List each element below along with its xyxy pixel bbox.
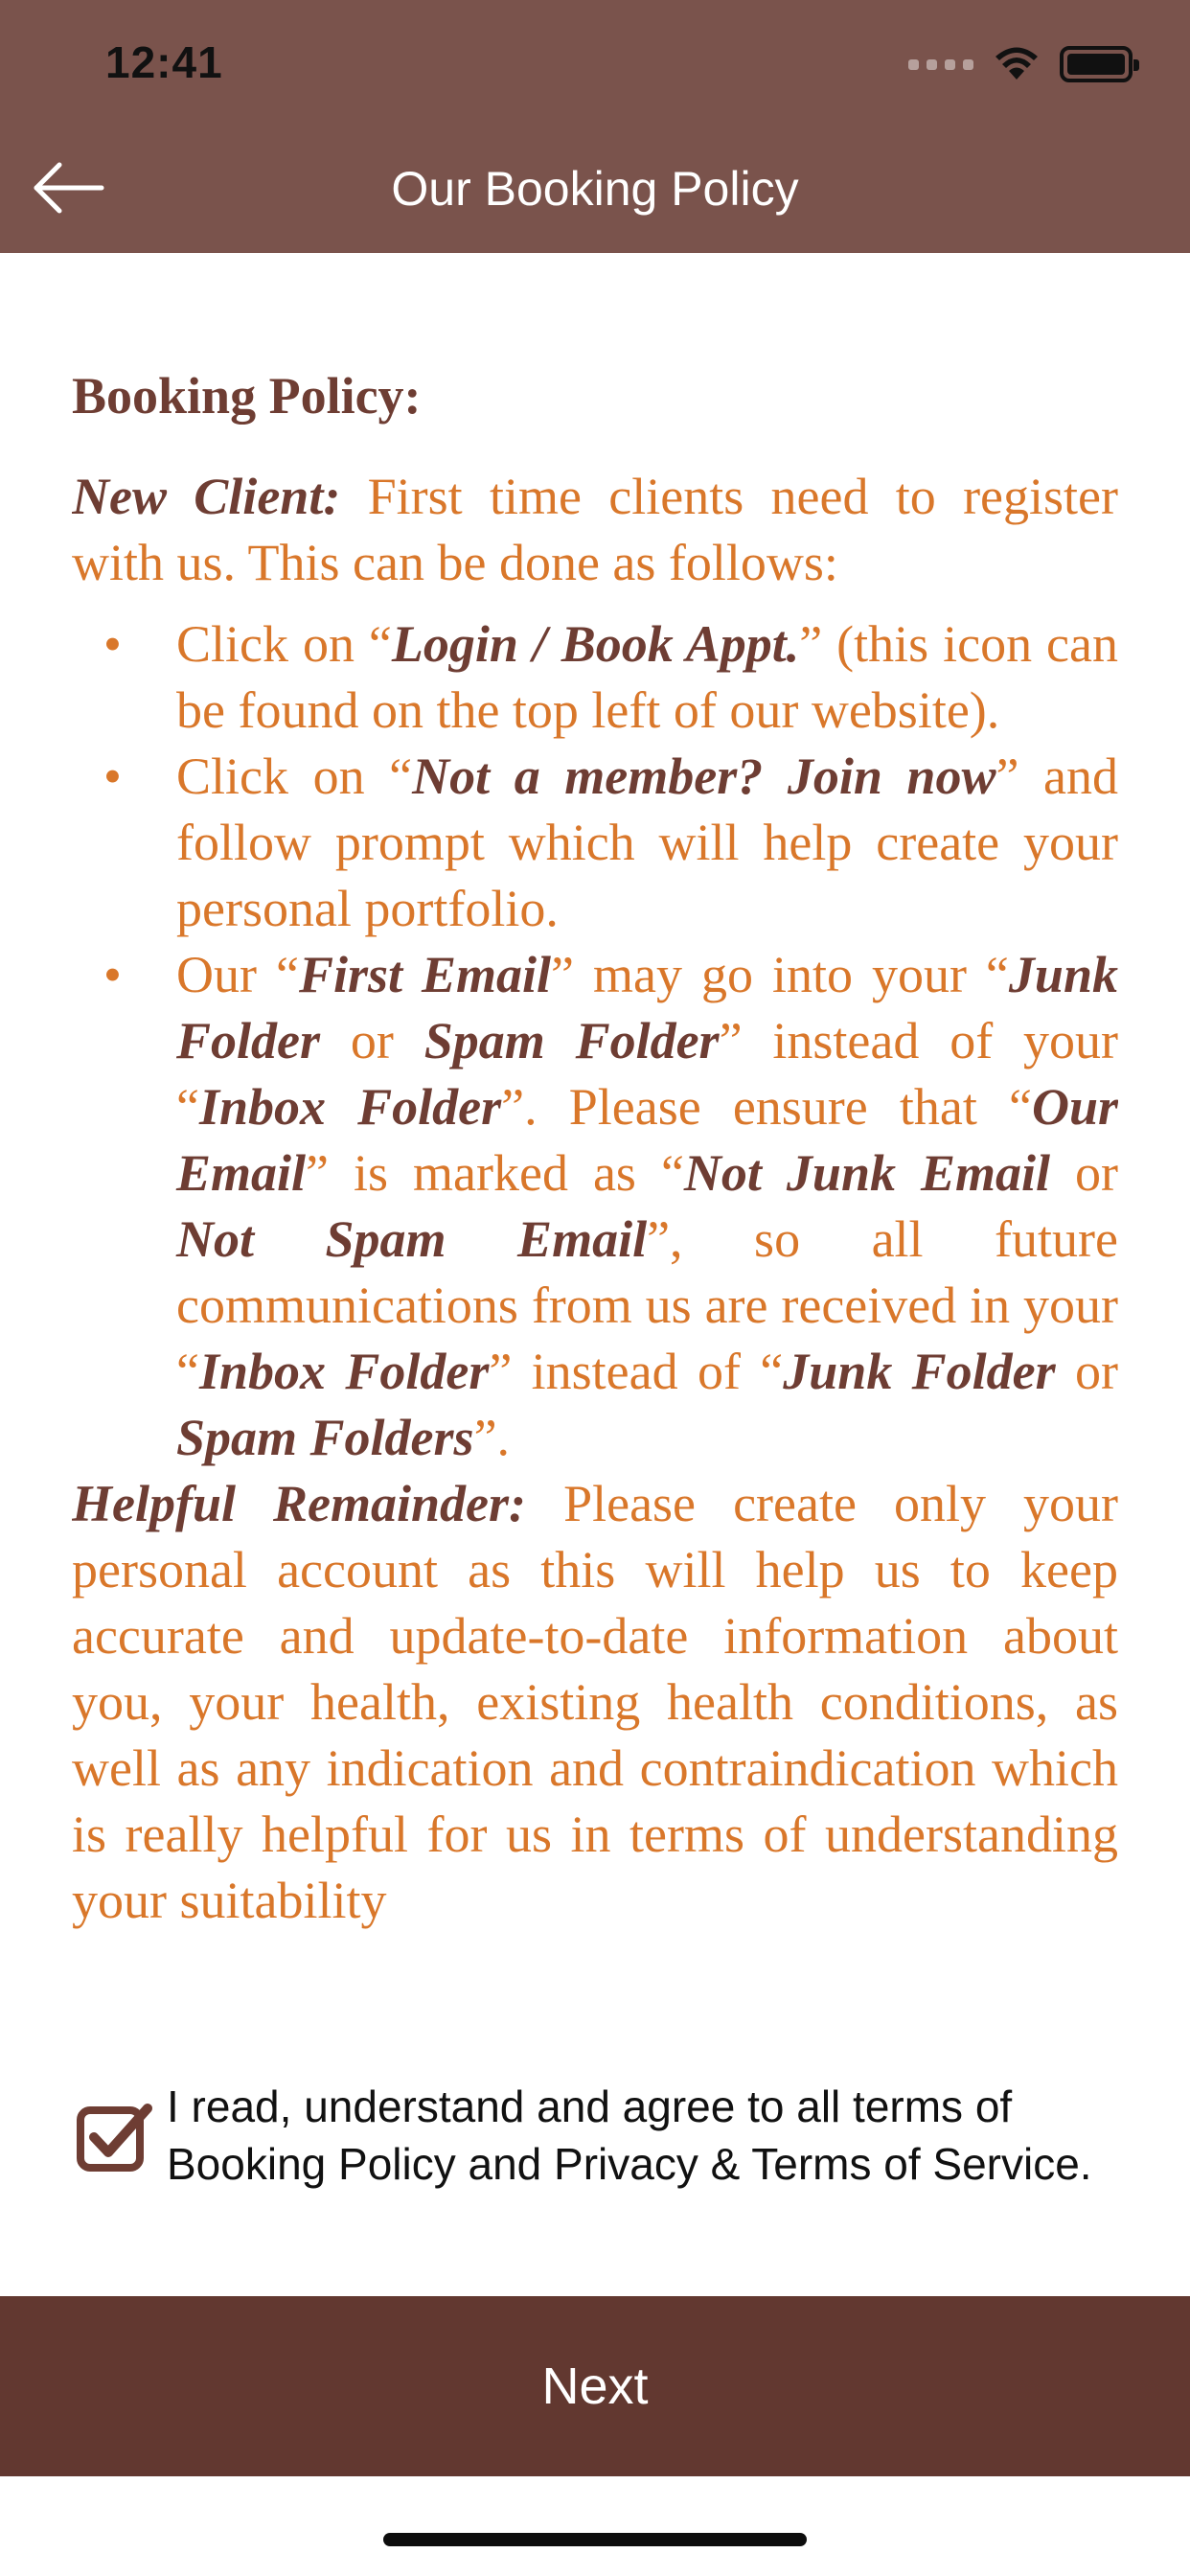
bullet-text: ”, so all future communications from us are received in your “ — [176, 1210, 1118, 1400]
bullet-emphasis: Our Email — [176, 1078, 1118, 1202]
bullet-text: ” is marked as “ — [306, 1144, 684, 1202]
status-time: 12:41 — [105, 37, 223, 87]
bullet-emphasis: Not Spam Email — [176, 1210, 648, 1268]
new-client-paragraph — [72, 464, 1118, 596]
bullet-emphasis: Inbox Folder — [198, 1078, 502, 1136]
battery-icon — [1060, 46, 1133, 82]
bullet-emphasis: Inbox Folder — [198, 1343, 490, 1400]
agreement-row — [77, 2078, 1131, 2193]
bullet-text: ”. Please ensure that “ — [501, 1078, 1032, 1136]
bullet-emphasis: Junk Folder — [783, 1343, 1056, 1400]
bullet-text: ”. — [473, 1409, 511, 1466]
next-button[interactable]: Next — [0, 2296, 1190, 2476]
wifi-icon — [995, 47, 1039, 81]
signal-icon — [908, 59, 973, 70]
bullet-emphasis: First Email — [298, 946, 552, 1003]
bullet-text: ” instead of “ — [489, 1343, 784, 1400]
nav-header — [0, 0, 1190, 253]
bullet-emphasis: Login / Book Appt. — [391, 615, 800, 673]
policy-heading: Booking Policy: — [72, 367, 422, 425]
bullet-emphasis: Junk Folder — [176, 946, 1118, 1070]
page-title: Our Booking Policy — [391, 162, 799, 216]
bullet-text: or — [320, 1012, 424, 1070]
bullet-text: ” and follow prompt which will help create your personal portfolio. — [176, 748, 1118, 937]
bullet-emphasis: Not a member? Join now — [412, 748, 996, 805]
bullet-text: ” instead of your “ — [176, 1012, 1118, 1136]
helpful-reminder-paragraph — [72, 1471, 1118, 1934]
bullet-marker: • — [103, 946, 122, 1003]
bullet-text: Click on “ — [176, 748, 413, 805]
home-indicator — [383, 2533, 807, 2546]
bullet-marker: • — [103, 748, 122, 805]
bullet-emphasis: Not Junk Email — [683, 1144, 1051, 1202]
bullet-text: ” may go into your “ — [551, 946, 1009, 1003]
new-client-label: New Client: — [72, 468, 341, 525]
checkbox-checked-icon — [77, 2097, 153, 2174]
list-item — [72, 744, 1118, 942]
list-item — [72, 611, 1118, 744]
agree-checkbox[interactable] — [77, 2097, 153, 2174]
bullet-text: Our “ — [176, 946, 299, 1003]
policy-scroll-content[interactable] — [72, 355, 1118, 2005]
bullet-marker: • — [103, 615, 122, 673]
helpful-reminder-label: Helpful Remainder: — [72, 1475, 527, 1532]
new-client-text: First time clients need to register with us. This can be done as follows: — [72, 468, 1118, 591]
agree-label[interactable]: I read, understand and agree to all terms of Booking Policy and Privacy & Terms of Service. — [167, 2082, 1092, 2189]
bullet-text: ” (this icon can be found on the top left of our website). — [176, 615, 1118, 739]
bullet-text: Click on “ — [176, 615, 392, 673]
helpful-reminder-text: Please create only your personal account as this will help us to keep accurate and update-to-date information about you, your health, existing health conditions, as well as any indication and contraindication which is really helpful for us in terms of understanding your suitability — [72, 1475, 1118, 1929]
steps-list — [72, 611, 1118, 1471]
list-item — [72, 942, 1118, 1471]
bullet-emphasis: Spam Folders — [176, 1409, 474, 1466]
status-icons — [908, 46, 1133, 82]
bullet-text: or — [1055, 1343, 1118, 1400]
bullet-emphasis: Spam Folder — [423, 1012, 720, 1070]
bullet-text: or — [1050, 1144, 1118, 1202]
